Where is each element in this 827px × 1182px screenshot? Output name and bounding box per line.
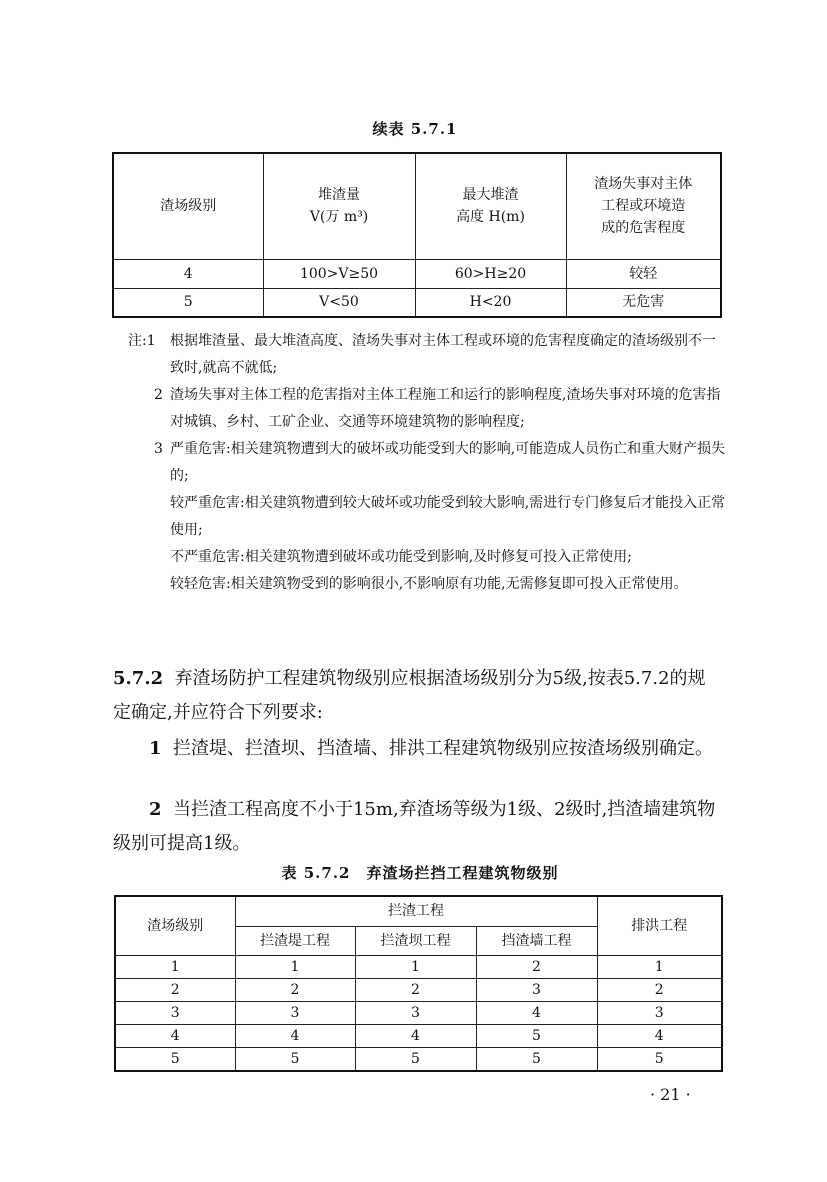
table-cell: 1: [355, 955, 476, 978]
table-cell: 较轻: [566, 259, 721, 288]
item-number: 1: [149, 738, 162, 759]
table-cell: 3: [597, 1001, 722, 1024]
table-5-7-2: [114, 895, 723, 1072]
table-header-row: [115, 896, 722, 926]
note-text: 不严重危害:相关建筑物遭到破坏或功能受到影响,及时修复可投入正常使用;: [170, 549, 632, 565]
table-cell: 4: [235, 1024, 355, 1047]
table-cell: 5: [597, 1047, 722, 1071]
table1-caption: 续表 5.7.1: [372, 120, 458, 138]
table-cell: V<50: [263, 288, 415, 317]
header-cell: 拦渣坝工程: [355, 926, 476, 955]
item-text: 当拦渣工程高度不小于15m,弃渣场等级为1级、2级时,挡渣墙建筑物级别可提高1级。: [113, 799, 716, 854]
note-item: [128, 436, 728, 490]
header-cell: 渣场级别: [115, 896, 235, 955]
section-5-7-2: [113, 662, 723, 730]
note-number: 3: [154, 441, 163, 457]
header-cell: 渣场级别: [113, 153, 263, 259]
table-cell: 3: [476, 978, 597, 1001]
table-row: [115, 978, 722, 1001]
table-cell: 4: [355, 1024, 476, 1047]
table1-notes: [128, 328, 728, 598]
header-cell: 拦渣工程: [235, 896, 597, 926]
note-number: [128, 490, 170, 544]
header-cell: 排洪工程: [597, 896, 722, 955]
note-item: [128, 571, 728, 598]
note-text: 严重危害:相关建筑物遭到大的破坏或功能受到大的影响,可能造成人员伤亡和重大财产损失的;: [170, 441, 726, 484]
table-5-7-1: [112, 152, 722, 318]
table-row: [115, 1001, 722, 1024]
section-item: [113, 793, 723, 861]
note-item: [128, 490, 728, 544]
note-text: 渣场失事对主体工程的危害指对主体工程施工和运行的影响程度,渣场失事对环境的危害指对城镇、乡村、工矿企业、交通等环境建筑物的影响程度;: [170, 387, 721, 430]
note-number: [128, 571, 170, 598]
table-cell: 2: [355, 978, 476, 1001]
header-cell: 渣场失事对主体 工程或环境造 成的危害程度: [566, 153, 721, 259]
table-cell: 4: [113, 259, 263, 288]
note-item: [128, 382, 728, 436]
table-cell: 4: [115, 1024, 235, 1047]
table-row: [113, 259, 721, 288]
table-cell: 3: [355, 1001, 476, 1024]
header-cell: 最大堆渣 高度 H(m): [415, 153, 566, 259]
table-cell: 3: [115, 1001, 235, 1024]
note-text: 根据堆渣量、最大堆渣高度、渣场失事对主体工程或环境的危害程度确定的渣场级别不一致时,就高不就低;: [170, 333, 716, 376]
page-number: · 21 ·: [650, 1085, 691, 1104]
table-row: [115, 955, 722, 978]
table-cell: 5: [113, 288, 263, 317]
header-cell: 拦渣堤工程: [235, 926, 355, 955]
note-text: 较轻危害:相关建筑物受到的影响很小,不影响原有功能,无需修复即可投入正常使用。: [170, 576, 688, 592]
section-text: 弃渣场防护工程建筑物级别应根据渣场级别分为5级,按表5.7.2的规定确定,并应符合下列要求:: [113, 668, 706, 723]
table-cell: 60>H≥20: [415, 259, 566, 288]
table-cell: 5: [355, 1047, 476, 1071]
table-cell: 2: [597, 978, 722, 1001]
table-cell: 4: [476, 1001, 597, 1024]
note-number: 2: [154, 387, 163, 403]
table-cell: 1: [235, 955, 355, 978]
table-cell: 3: [235, 1001, 355, 1024]
table-cell: H<20: [415, 288, 566, 317]
item-number: 2: [149, 799, 162, 820]
table-cell: 无危害: [566, 288, 721, 317]
section-item: [113, 732, 723, 766]
table-cell: 2: [476, 955, 597, 978]
table-cell: 5: [115, 1047, 235, 1071]
note-text: 较严重危害:相关建筑物遭到较大破坏或功能受到较大影响,需进行专门修复后才能投入正常使用;: [170, 495, 726, 538]
item-text: 拦渣堤、拦渣坝、挡渣墙、排洪工程建筑物级别应按渣场级别确定。: [172, 738, 713, 759]
table-cell: 2: [115, 978, 235, 1001]
note-item: [128, 544, 728, 571]
table2-caption: 表 5.7.2 弃渣场拦挡工程建筑物级别: [281, 864, 559, 882]
table-header-row: [113, 153, 721, 259]
note-number: 注:1: [128, 333, 156, 349]
table-row: [115, 1024, 722, 1047]
table-cell: 5: [476, 1024, 597, 1047]
table-cell: 5: [235, 1047, 355, 1071]
table-cell: 1: [597, 955, 722, 978]
header-cell: 堆渣量 V(万 m³): [263, 153, 415, 259]
table-row: [113, 288, 721, 317]
note-number: [128, 544, 170, 571]
table-cell: 5: [476, 1047, 597, 1071]
table-cell: 100>V≥50: [263, 259, 415, 288]
table-cell: 1: [115, 955, 235, 978]
header-cell: 挡渣墙工程: [476, 926, 597, 955]
section-number: 5.7.2: [113, 668, 164, 689]
table-cell: 2: [235, 978, 355, 1001]
table-row: [115, 1047, 722, 1071]
note-item: [128, 328, 728, 382]
table-cell: 4: [597, 1024, 722, 1047]
